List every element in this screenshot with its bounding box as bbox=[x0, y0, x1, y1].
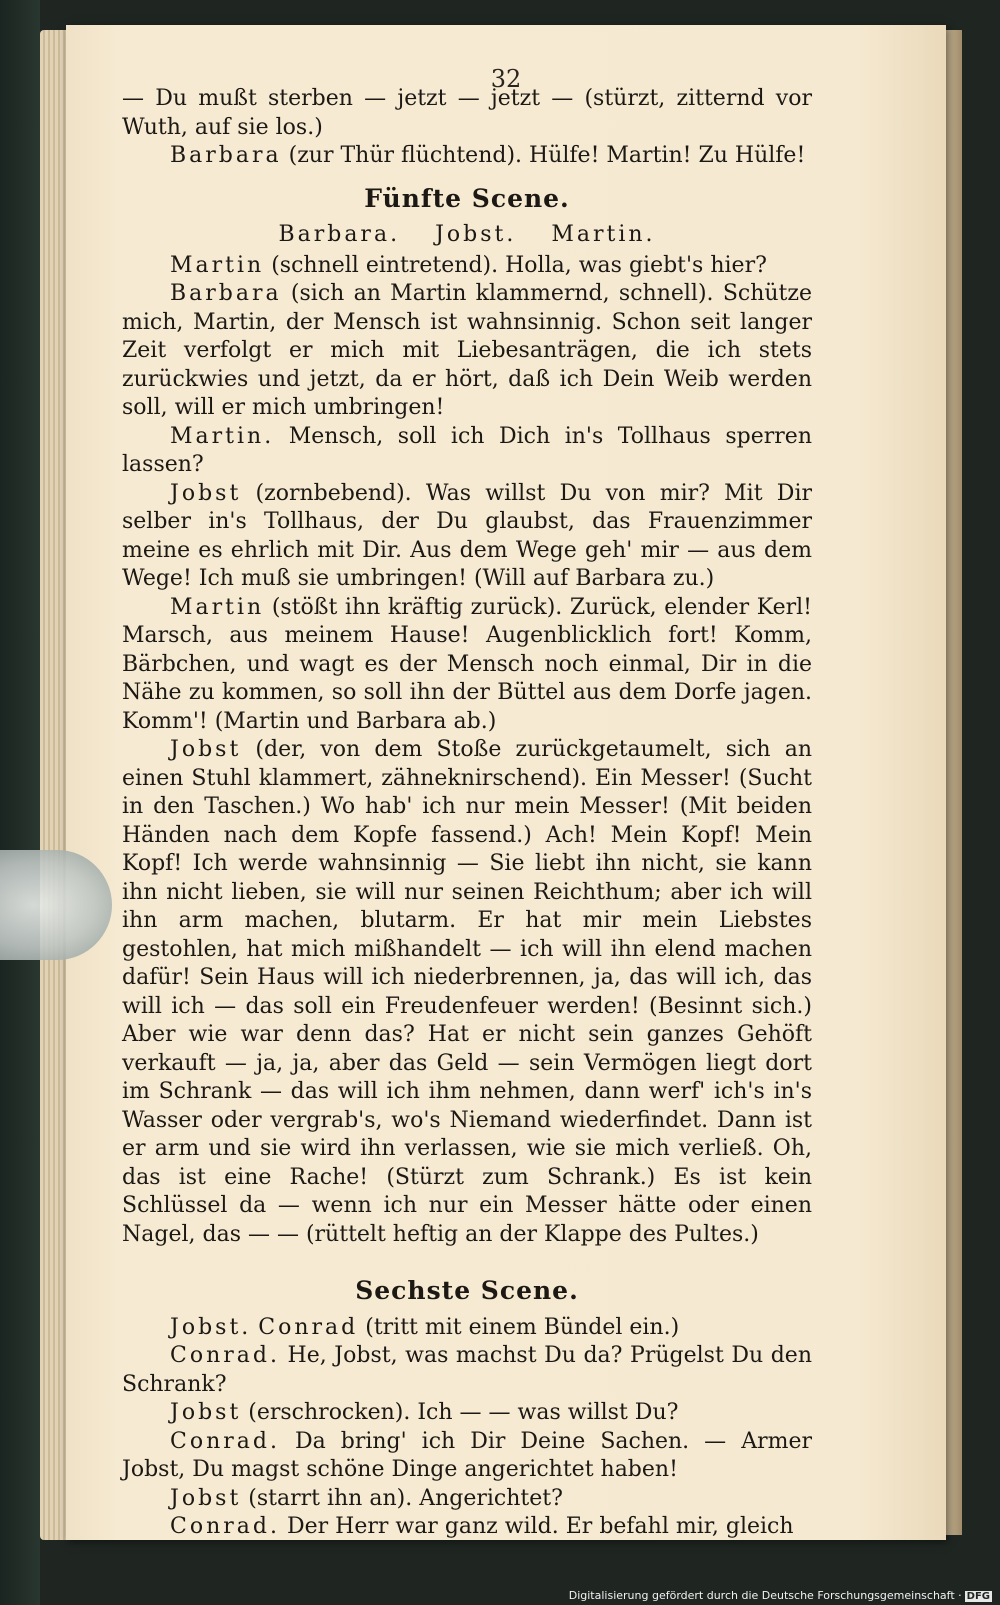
speaker-name: Martin. bbox=[170, 423, 275, 449]
speaker-name: Conrad. bbox=[170, 1514, 280, 1539]
footer-text: Digitalisierung gefördert durch die Deutsche Forschungsgemeinschaft · bbox=[568, 1589, 962, 1602]
dialogue-text: (zornbebend). Was willst Du von mir? Mit Dir selber in's Tollhaus, der Du glaubst, das Frauenzimmer meine es ehrlich mit Dir. Aus dem Wege geh' mir — aus dem Wege! Ich muß sie umbringen! (Will auf Barbara zu.) bbox=[122, 480, 812, 591]
speaker-name: Jobst. bbox=[170, 1314, 252, 1340]
dialogue-text: (sich an Martin klammernd, schnell). Schütze mich, Martin, der Mensch ist wahnsinnig. Schon seit langer Zeit verfolgt er mich mit Liebesanträgen, die ich stets zurückwies und jetzt, da er hört, daß ich Dein Weib werden soll, will er mich umbringen! bbox=[122, 281, 812, 420]
dialogue-text: He, Jobst, was machst Du da? Prügelst Du den Schrank? bbox=[122, 1343, 812, 1397]
dialogue-conrad bbox=[122, 1428, 812, 1485]
dialogue-text: (der, von dem Stoße zurückgetaumelt, sich an einen Stuhl klammert, zähneknirschend). Ein Messer! (Sucht in den Taschen.) Wo hab' ich nur mein Messer! (Mit beiden Händen nach dem Kopfe fassend.) Ach! Mein Kopf! Mein Kopf! Ich werde wahnsinnig — Sie liebt ihn nicht, sie kann ihn nicht lieben, sie will nur seinen Reichthum; aber ich will ihn arm machen, blutarm. Er hat mir mein Liebstes gestohlen, hat mich mißhandelt — ich will ihn elend machen dafür! Sein Haus will ich niederbrennen, ja, das will ich, das will ich — das soll ein Freudenfeuer werden! (Besinnt sich.) Aber wie war denn das? Hat er nicht sein ganzes Gehöft verkauft — ja, ja, aber das Geld — sein Vermögen liegt dort im Schrank — das will ich ihm nehmen, dann werf' ich's in's Wasser oder vergrab's, wo's Niemand wiederfindet. Dann ist er arm und sie wird ihn verlassen, wie sie mich verließ. Oh, das ist eine Rache! (Stürzt zum Schrank.) Es ist kein Schlüssel da — wenn ich nur ein Messer hätte oder einen Nagel, das — — (rüttelt heftig an der Klappe des Pultes.) bbox=[122, 737, 812, 1247]
dialogue-conrad bbox=[122, 1342, 812, 1399]
stage-direction: (tritt mit einem Bündel ein.) bbox=[358, 1314, 680, 1340]
scene-cast-6 bbox=[122, 1314, 812, 1343]
scene-cast-5 bbox=[122, 221, 812, 250]
dialogue-martin bbox=[122, 423, 812, 480]
speaker-name: Conrad. bbox=[170, 1343, 280, 1368]
dialogue-text: (stößt ihn kräftig zurück). Zurück, elender Kerl! Marsch, aus meinem Hause! Augenblicklich fort! Komm, Bärbchen, und wagt es der Mensch noch einmal, Dir in die Nähe zu kommen, so soll ihn der Büttel aus dem Dorfe jagen. Komm'! (Martin und Barbara ab.) bbox=[122, 594, 812, 734]
speaker-name: Barbara bbox=[170, 143, 282, 168]
digitization-footer bbox=[569, 1589, 992, 1602]
dialogue-jobst bbox=[122, 736, 812, 1249]
dialogue-text: (zur Thür flüchtend). Hülfe! Martin! Zu Hülfe! bbox=[281, 143, 806, 168]
cast-member: Martin. bbox=[551, 222, 656, 247]
speaker-name: Conrad bbox=[258, 1314, 359, 1340]
dialogue-conrad bbox=[122, 1513, 812, 1542]
cast-member: Barbara. bbox=[278, 222, 401, 247]
speaker-name: Martin bbox=[170, 594, 265, 620]
dialogue-martin bbox=[122, 594, 812, 737]
dialogue-martin bbox=[122, 252, 812, 281]
speaker-name: Jobst bbox=[170, 737, 242, 762]
speaker-name: Barbara bbox=[170, 281, 282, 306]
dialogue-barbara bbox=[122, 142, 812, 171]
dialogue-text: (starrt ihn an). Angerichtet? bbox=[241, 1485, 563, 1511]
dialogue-text: Da bring' ich Dir Deine Sachen. — Armer Jobst, Du magst schöne Dinge angerichtet haben! bbox=[122, 1428, 812, 1482]
dialogue-barbara bbox=[122, 280, 812, 423]
page-clip-tab bbox=[0, 850, 112, 960]
dialogue-text: (erschrocken). Ich — — was willst Du? bbox=[241, 1400, 679, 1425]
dialogue-jobst bbox=[122, 480, 812, 594]
dialogue-text: Mensch, soll ich Dich in's Tollhaus sperren lassen? bbox=[122, 423, 812, 477]
speaker-name: Conrad. bbox=[170, 1428, 280, 1454]
speaker-name: Jobst bbox=[170, 1485, 242, 1511]
dialogue-jobst bbox=[122, 1399, 812, 1428]
book-spine-shadow bbox=[0, 0, 40, 1605]
speaker-name: Jobst bbox=[170, 1400, 242, 1425]
page-number: 32 bbox=[490, 65, 522, 93]
cast-member: Jobst. bbox=[435, 222, 517, 247]
dialogue-text: Der Herr war ganz wild. Er befahl mir, gleich bbox=[279, 1514, 794, 1539]
scene-heading-6: Sechste Scene. bbox=[355, 1276, 579, 1305]
page-text bbox=[122, 85, 812, 1542]
speaker-name: Martin bbox=[170, 252, 265, 278]
dfg-logo: DFG bbox=[966, 1591, 990, 1602]
speaker-name: Jobst bbox=[170, 480, 242, 506]
dialogue-text: (schnell eintretend). Holla, was giebt's hier? bbox=[264, 252, 767, 278]
dialogue-jobst bbox=[122, 1485, 812, 1514]
scene-heading-5: Fünfte Scene. bbox=[364, 183, 570, 213]
text-line-stage-direction: — Du mußt sterben — jetzt — jetzt — (stürzt, zitternd vor Wuth, auf sie los.) bbox=[122, 86, 812, 140]
